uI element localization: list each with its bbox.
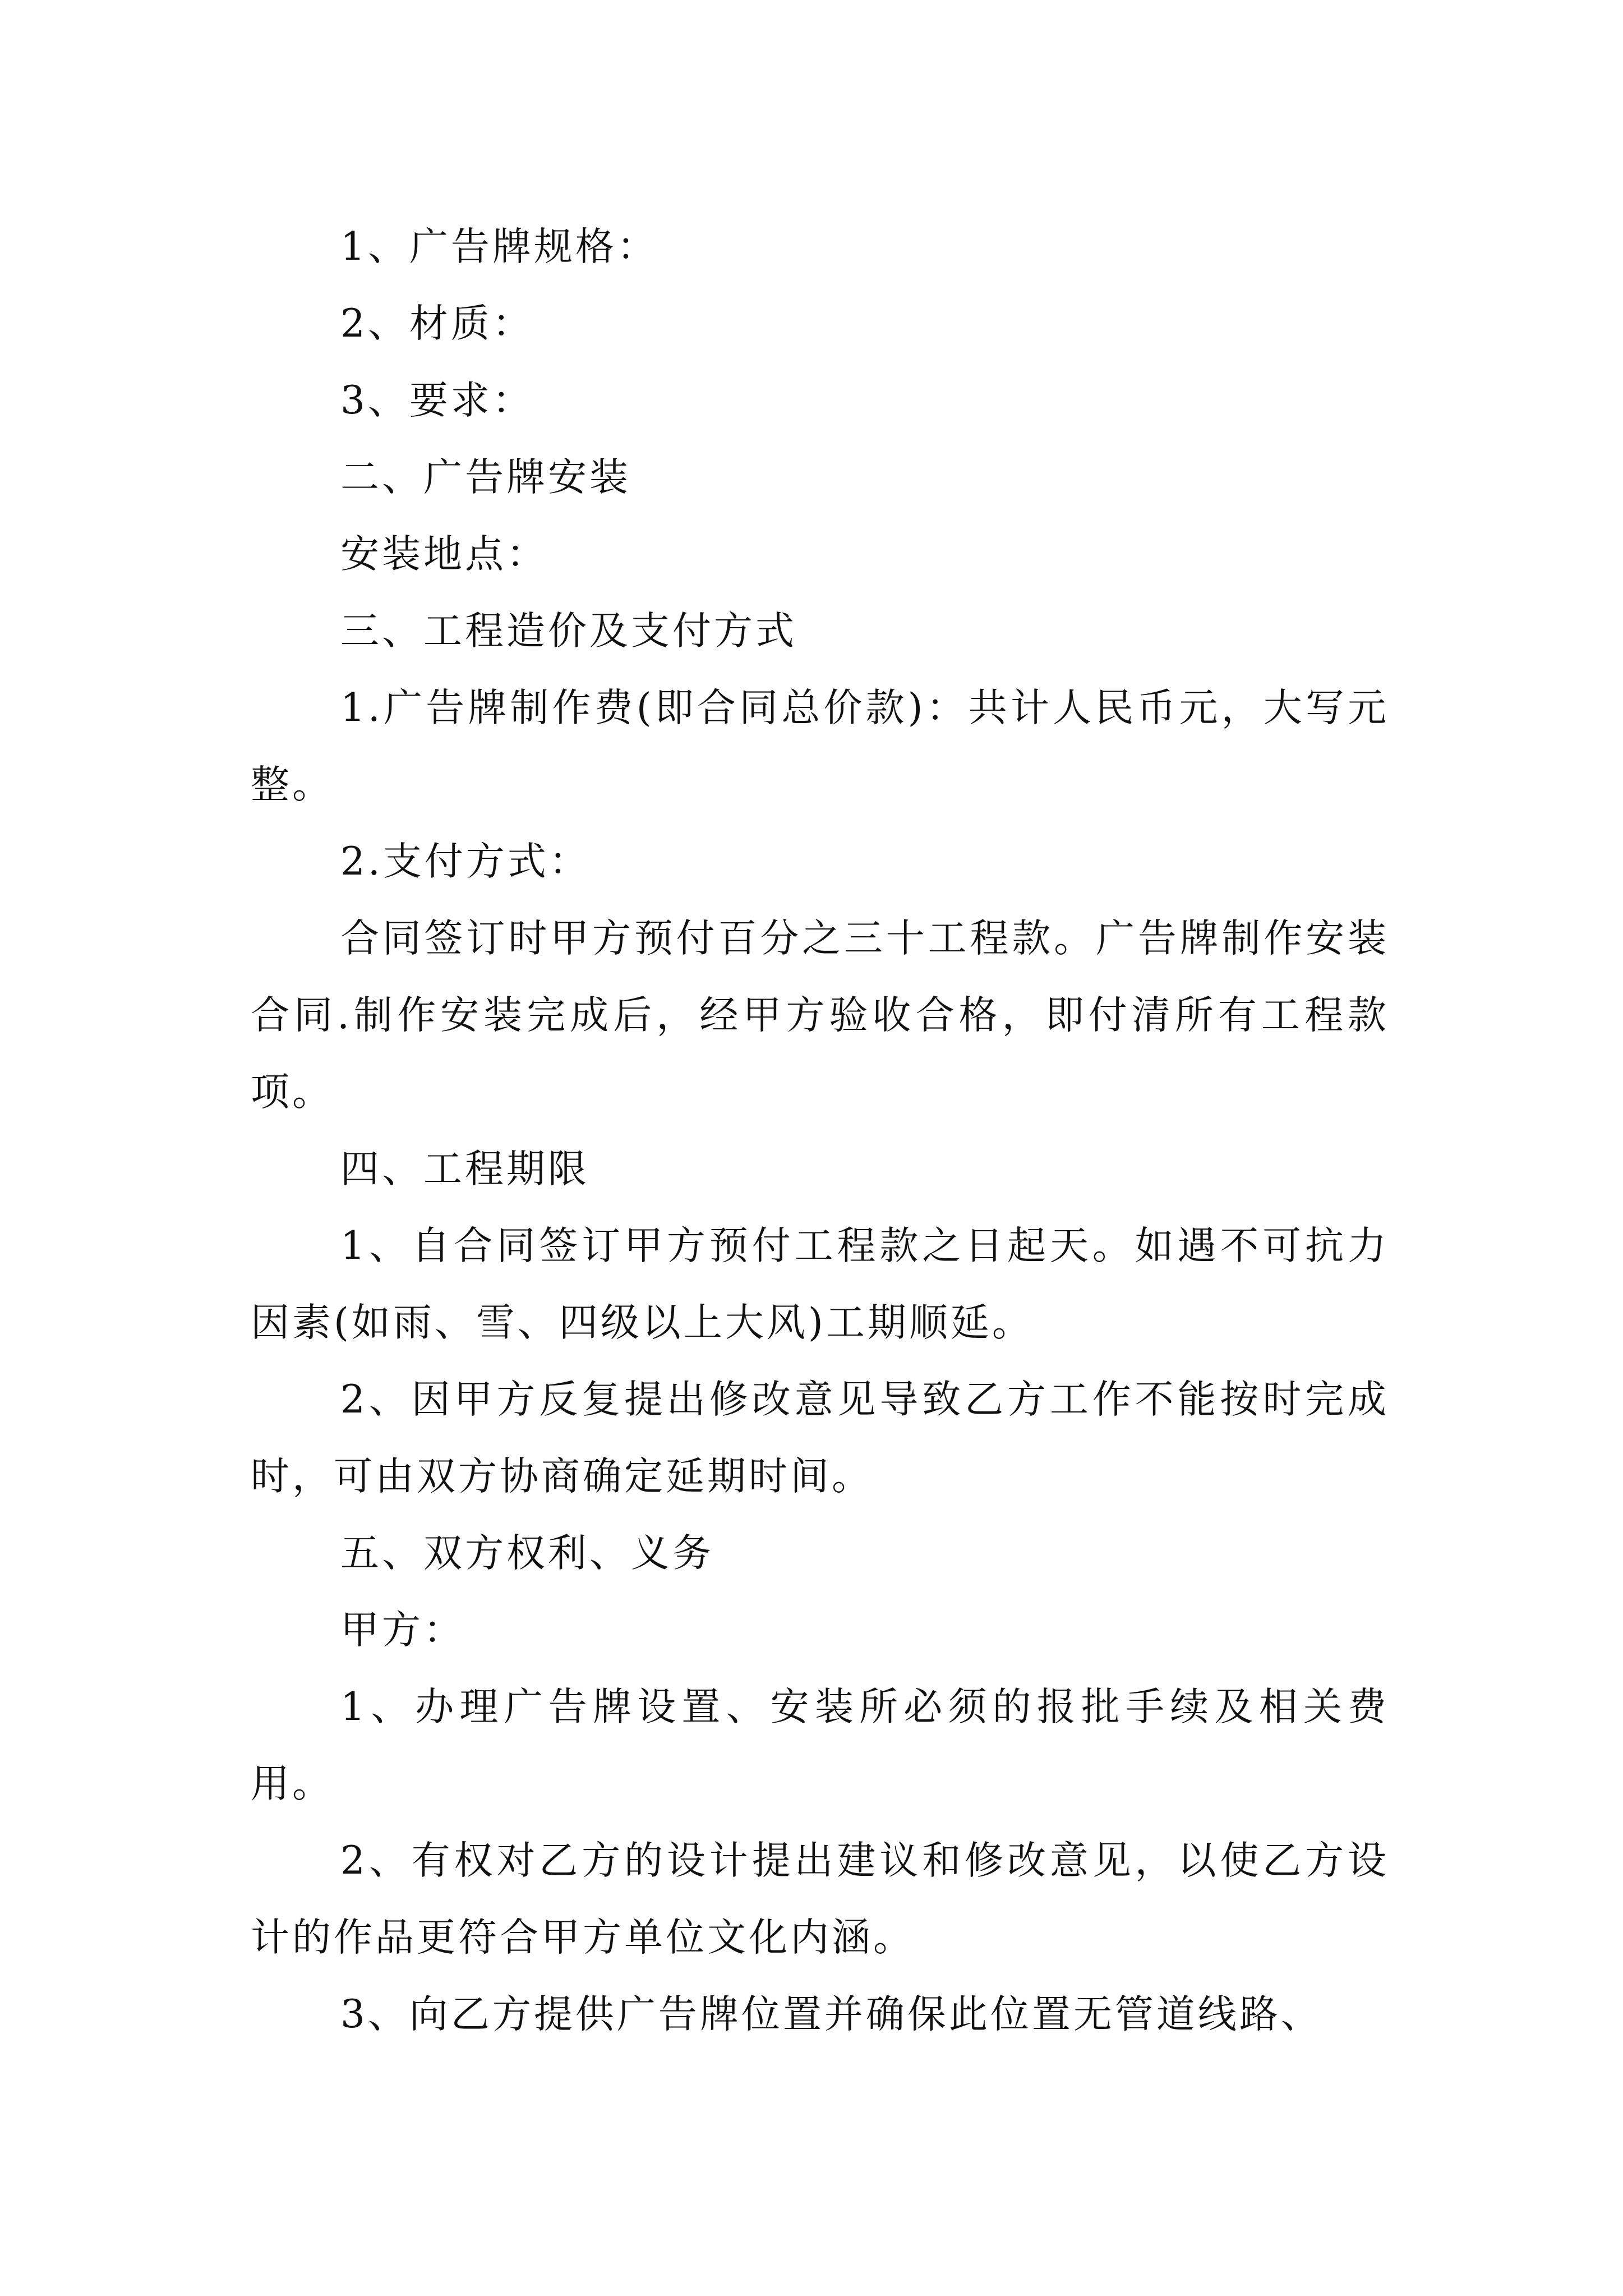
party-a-duty-3: 3、向乙方提供广告牌位置并确保此位置无管道线路、 <box>340 1992 1322 2037</box>
party-a-duty-1: 1、办理广告牌设置、安装所必须的报批手续及相关费用。 <box>251 1685 1389 1806</box>
paragraph-payment-terms: 合同签订时甲方预付百分之三十工程款。广告牌制作安装合同.制作安装完成后，经甲方验收合格，即付清所有工程款项。 <box>251 916 1389 1115</box>
section-heading-installation: 二、广告牌安装 <box>340 455 631 500</box>
section-heading-rights-obligations: 五、双方权利、义务 <box>340 1531 714 1576</box>
document-body <box>251 209 1389 2053</box>
party-a-label: 甲方： <box>340 1608 465 1653</box>
paragraph-payment-method: 2.支付方式： <box>340 839 591 884</box>
paragraph-requirements: 3、要求： <box>340 378 534 423</box>
paragraph-install-location: 安装地点： <box>340 532 548 577</box>
paragraph-schedule-1: 1、自合同签订甲方预付工程款之日起天。如遇不可抗力因素(如雨、雪、四级以上大风)工期顺延。 <box>251 1223 1389 1345</box>
paragraph-schedule-2: 2、因甲方反复提出修改意见导致乙方工作不能按时完成时，可由双方协商确定延期时间。 <box>251 1377 1389 1499</box>
section-heading-cost-payment: 三、工程造价及支付方式 <box>340 609 797 654</box>
paragraph-spec: 1、广告牌规格： <box>340 224 658 269</box>
section-heading-schedule: 四、工程期限 <box>340 1147 589 1191</box>
paragraph-production-fee: 1.广告牌制作费(即合同总价款)：共计人民币元，大写元整。 <box>251 685 1389 807</box>
party-a-duty-2: 2、有权对乙方的设计提出建议和修改意见，以使乙方设计的作品更符合甲方单位文化内涵。 <box>251 1838 1389 1960</box>
paragraph-material: 2、材质： <box>340 301 534 346</box>
